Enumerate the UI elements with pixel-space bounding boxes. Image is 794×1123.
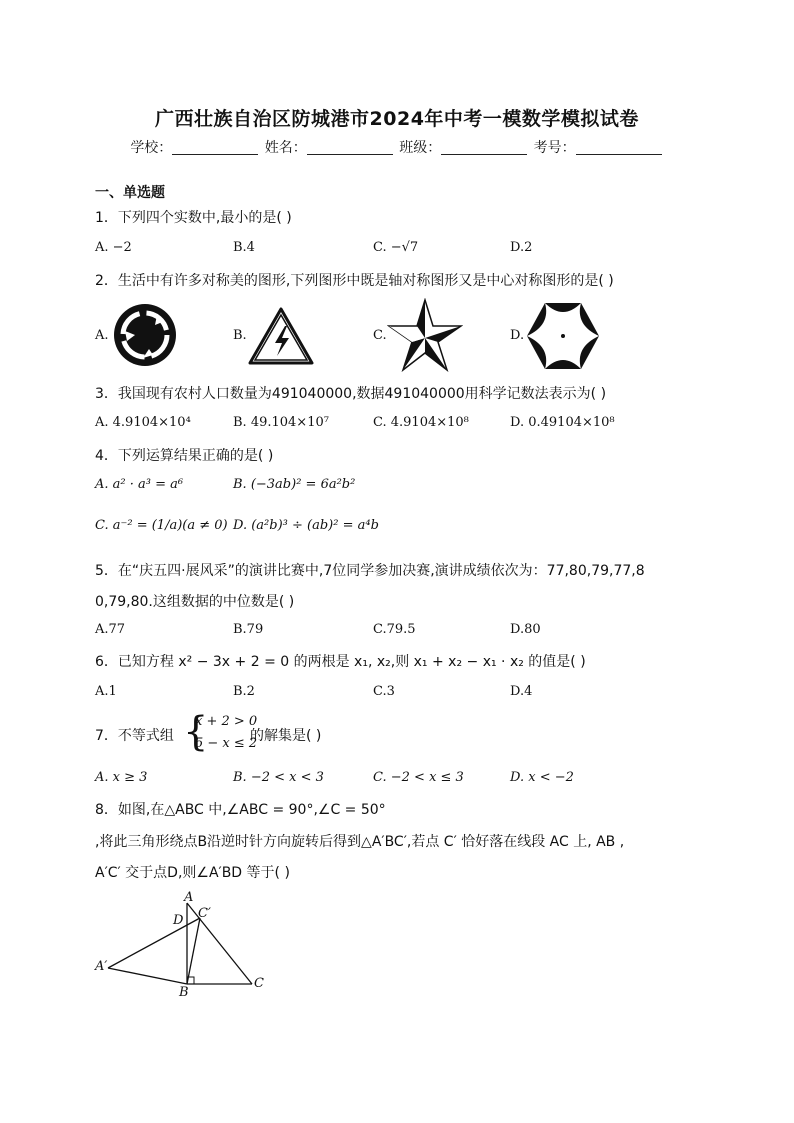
label-C-prime: C′ (198, 906, 211, 921)
question-5-stem-line2: 0,79,80.这组数据的中位数是( ) (95, 594, 295, 610)
school-blank[interactable] (172, 140, 258, 155)
question-7-stem-prefix: 7．不等式组 (95, 728, 174, 744)
page-title: 广西壮族自治区防城港市2024年中考一模数学模拟试卷 (155, 108, 639, 130)
question-8-line3: A′C′ 交于点D,则∠A′BD 等于( ) (95, 865, 290, 881)
q1-option-c[interactable]: C. −√7 (373, 240, 419, 255)
q5-option-b[interactable]: B.79 (233, 622, 264, 637)
q5-option-c[interactable]: C.79.5 (373, 622, 416, 637)
brace-glyph: { (183, 709, 209, 755)
question-3-stem: 3．我国现有农村人口数量为491040000,数据491040000用科学记数法表示为( ) (95, 386, 607, 402)
q4-option-c[interactable]: C. a⁻² = (1/a)(a ≠ 0) (95, 518, 228, 533)
question-5-stem-line1: 5．在“庆五四·展风采”的演讲比赛中,7位同学参加决赛,演讲成绩依次为：77,80,79,77,8 (95, 563, 645, 579)
question-4-options-row1 (95, 477, 715, 497)
q1-option-b[interactable]: B.4 (233, 240, 255, 255)
class-label: 班级： (399, 140, 442, 156)
question-4-options-row2 (95, 518, 715, 538)
question-8-line2: ,将此三角形绕点B沿逆时针方向旋转后得到△A′BC′,若点 C′ 恰好落在线段 AC 上, AB , (95, 834, 625, 850)
q7-option-a[interactable]: A. x ≥ 3 (95, 770, 148, 785)
label-B: B (179, 985, 189, 1000)
student-info-line (0, 137, 794, 157)
label-C: C (254, 976, 264, 991)
question-6-options (95, 684, 715, 704)
section-heading: 一、单选题 (95, 185, 165, 201)
number-blank[interactable] (576, 140, 662, 155)
q7-option-d[interactable]: D. x < −2 (510, 770, 574, 785)
q3-option-d[interactable]: D. 0.49104×10⁸ (510, 415, 615, 430)
name-label: 姓名： (264, 140, 307, 156)
inequality-line-2: 5 − x ≤ 2 (195, 736, 258, 751)
question-7-options (95, 770, 715, 790)
hexagon-shape-icon (525, 301, 601, 371)
question-7-stem-suffix: 的解集是( ) (250, 728, 322, 744)
q6-option-b[interactable]: B.2 (233, 684, 255, 699)
label-A: A (184, 890, 194, 905)
segment-A2B (108, 968, 187, 984)
question-6-stem: 6．已知方程 x² − 3x + 2 = 0 的两根是 x₁, x₂,则 x₁ + x₂ − x₁ · x₂ 的值是( ) (95, 654, 586, 670)
name-blank[interactable] (307, 140, 393, 155)
q7-option-c[interactable]: C. −2 < x ≤ 3 (373, 770, 464, 785)
inequality-line-1: x + 2 > 0 (195, 714, 258, 729)
q2-option-b[interactable]: B. (233, 328, 247, 343)
q6-option-d[interactable]: D.4 (510, 684, 533, 699)
segment-AC (187, 903, 252, 984)
q2-option-d[interactable]: D. (510, 328, 525, 343)
q5-option-a[interactable]: A.77 (95, 622, 126, 637)
question-1-stem: 1．下列四个实数中,最小的是( ) (95, 210, 292, 226)
question-8-line1: 8．如图,在△ABC 中,∠ABC = 90°,∠C = 50° (95, 802, 386, 818)
class-blank[interactable] (441, 140, 527, 155)
q4-option-d[interactable]: D. (a²b)³ ÷ (ab)² = a⁴b (233, 518, 379, 533)
label-A-prime: A′ (95, 959, 108, 974)
q3-option-b[interactable]: B. 49.104×10⁷ (233, 415, 329, 430)
five-point-star-icon (387, 298, 463, 372)
q1-option-d[interactable]: D.2 (510, 240, 533, 255)
q3-option-a[interactable]: A. 4.9104×10⁴ (95, 415, 191, 430)
school-label: 学校： (130, 140, 173, 156)
q4-option-b[interactable]: B. (−3ab)² = 6a²b² (233, 477, 356, 492)
question-1-options (95, 240, 715, 260)
high-voltage-warning-icon (247, 306, 315, 366)
q3-option-c[interactable]: C. 4.9104×10⁸ (373, 415, 469, 430)
question-5-options (95, 622, 715, 642)
q2-option-a[interactable]: A. (95, 328, 109, 343)
q4-option-a[interactable]: A. a² · a³ = a⁶ (95, 477, 184, 492)
segment-BC2 (187, 918, 200, 984)
segment-A2C2 (108, 918, 200, 968)
recycle-circle-icon (113, 303, 177, 367)
question-2-stem: 2．生活中有许多对称美的图形,下列图形中既是轴对称图形又是中心对称图形的是( ) (95, 273, 614, 289)
q6-option-c[interactable]: C.3 (373, 684, 395, 699)
q1-option-a[interactable]: A. −2 (95, 240, 132, 255)
label-D: D (173, 913, 184, 928)
q2-option-c[interactable]: C. (373, 328, 387, 343)
question-4-stem: 4．下列运算结果正确的是( ) (95, 448, 274, 464)
number-label: 考号： (533, 140, 576, 156)
q6-option-a[interactable]: A.1 (95, 684, 117, 699)
question-3-options (95, 415, 715, 435)
q7-option-b[interactable]: B. −2 < x < 3 (233, 770, 324, 785)
q5-option-d[interactable]: D.80 (510, 622, 541, 637)
